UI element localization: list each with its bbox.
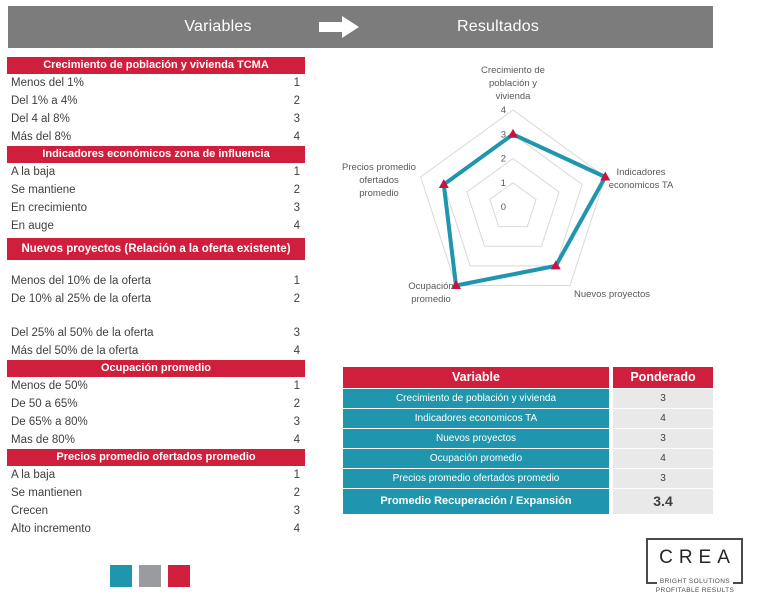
item-label: A la baja <box>11 166 56 178</box>
section-header-ocupacion: Ocupación promedio <box>7 360 305 377</box>
crea-logo-text: CREA <box>659 547 736 568</box>
svg-text:vivienda: vivienda <box>495 91 531 102</box>
svg-text:población y: población y <box>488 78 538 89</box>
svg-text:3: 3 <box>500 129 506 141</box>
column-header-variable: Variable <box>343 367 609 388</box>
item-value: 4 <box>293 220 300 232</box>
item-label: Del 4 al 8% <box>11 113 70 125</box>
item-label: A la baja <box>11 469 56 481</box>
item-value: 1 <box>293 166 300 178</box>
table-row <box>343 449 713 468</box>
list-item <box>7 290 305 308</box>
list-item <box>7 110 305 128</box>
section-header-crecimiento: Crecimiento de población y vivienda TCMA <box>7 57 305 74</box>
list-item <box>7 395 305 413</box>
item-label: Se mantiene <box>11 184 76 196</box>
item-label: Se mantienen <box>11 487 82 499</box>
svg-text:1: 1 <box>500 177 506 189</box>
tagline-line1: BRIGHT SOLUTIONS <box>657 578 733 585</box>
cell-variable: Crecimiento de población y vivienda <box>343 389 609 408</box>
cell-value: 3 <box>613 429 713 448</box>
list-item <box>7 520 305 538</box>
variables-panel <box>7 57 305 538</box>
list-item <box>7 413 305 431</box>
svg-text:Ocupación: Ocupación <box>408 281 454 292</box>
item-value: 4 <box>293 523 300 535</box>
header-bar <box>8 6 713 48</box>
item-value: 3 <box>293 505 300 517</box>
table-total-row <box>343 489 713 514</box>
item-label: De 50 a 65% <box>11 398 78 410</box>
section-header-nuevos-proyectos: Nuevos proyectos (Relación a la oferta existente) <box>7 238 305 260</box>
cell-variable: Nuevos proyectos <box>343 429 609 448</box>
svg-text:promedio: promedio <box>411 294 451 305</box>
item-label: Mas de 80% <box>11 434 75 446</box>
list-item <box>7 163 305 181</box>
item-label: Más del 50% de la oferta <box>11 345 139 357</box>
right-arrow-icon <box>311 14 365 40</box>
cell-variable: Ocupación promedio <box>343 449 609 468</box>
list-item <box>7 92 305 110</box>
item-label: Del 1% a 4% <box>11 95 78 107</box>
item-label: Más del 8% <box>11 131 72 143</box>
item-label: Menos de 50% <box>11 380 88 392</box>
header-variables-label: Variables <box>184 18 252 35</box>
list-item <box>7 217 305 235</box>
cell-value: 4 <box>613 409 713 428</box>
item-label: Alto incremento <box>11 523 91 535</box>
cell-variable: Precios promedio ofertados promedio <box>343 469 609 488</box>
cell-value: 3 <box>613 389 713 408</box>
svg-text:Nuevos proyectos: Nuevos proyectos <box>573 289 651 300</box>
total-value: 3.4 <box>613 489 713 514</box>
item-value: 4 <box>293 345 300 357</box>
item-value: 3 <box>293 416 300 428</box>
column-header-ponderado: Ponderado <box>613 367 713 388</box>
radar-chart <box>335 58 755 308</box>
color-legend <box>110 565 190 587</box>
cell-value: 4 <box>613 449 713 468</box>
item-value: 2 <box>293 487 300 499</box>
radar-chart-container <box>335 58 755 308</box>
list-item <box>7 199 305 217</box>
list-item <box>7 128 305 146</box>
tagline-line2: PROFITABLE RESULTS <box>653 587 737 594</box>
item-value: 1 <box>293 275 300 287</box>
section-header-indicadores: Indicadores económicos zona de influencia <box>7 146 305 163</box>
item-value: 1 <box>293 77 300 89</box>
item-value: 3 <box>293 202 300 214</box>
list-item <box>7 74 305 92</box>
item-label: Menos del 10% de la oferta <box>11 275 152 287</box>
svg-text:4: 4 <box>500 105 506 116</box>
list-item <box>7 431 305 449</box>
item-value: 2 <box>293 95 300 107</box>
svg-text:Precios promedio: Precios promedio <box>342 162 416 173</box>
list-item <box>7 181 305 199</box>
item-label: Del 25% al 50% de la oferta <box>11 327 154 339</box>
svg-text:economicos TA: economicos TA <box>608 180 674 191</box>
svg-text:promedio: promedio <box>359 188 399 199</box>
item-label: Menos del 1% <box>11 77 84 89</box>
item-value: 1 <box>293 380 300 392</box>
table-header-row <box>343 367 713 388</box>
item-label: Crecen <box>11 505 49 517</box>
item-label: En auge <box>11 220 54 232</box>
table-row <box>343 409 713 428</box>
total-label: Promedio Recuperación / Expansión <box>343 489 609 514</box>
list-item <box>7 377 305 395</box>
table-row <box>343 389 713 408</box>
item-label: En crecimiento <box>11 202 88 214</box>
item-value: 1 <box>293 469 300 481</box>
item-value: 3 <box>293 113 300 125</box>
item-value: 4 <box>293 434 300 446</box>
svg-text:Crecimiento de: Crecimiento de <box>481 65 545 76</box>
table-row <box>343 429 713 448</box>
gray-swatch <box>139 565 161 587</box>
item-value: 2 <box>293 184 300 196</box>
list-item <box>7 502 305 520</box>
list-item <box>7 272 305 290</box>
item-value: 2 <box>293 398 300 410</box>
teal-swatch <box>110 565 132 587</box>
list-item <box>7 342 305 360</box>
svg-text:2: 2 <box>500 153 506 165</box>
svg-text:ofertados: ofertados <box>359 175 399 186</box>
svg-text:Indicadores: Indicadores <box>616 167 666 178</box>
table-row <box>343 469 713 488</box>
crea-logo-tagline <box>634 578 756 595</box>
list-item <box>7 484 305 502</box>
list-item <box>7 466 305 484</box>
cell-value: 3 <box>613 469 713 488</box>
section-header-precios: Precios promedio ofertados promedio <box>7 449 305 466</box>
list-item <box>7 324 305 342</box>
item-label: De 10% al 25% de la oferta <box>11 293 152 305</box>
svg-text:0: 0 <box>500 202 506 213</box>
red-swatch <box>168 565 190 587</box>
cell-variable: Indicadores economicos TA <box>343 409 609 428</box>
item-value: 3 <box>293 327 300 339</box>
item-value: 2 <box>293 293 300 305</box>
row-spacer <box>7 308 305 324</box>
item-label: De 65% a 80% <box>11 416 88 428</box>
header-resultados-label: Resultados <box>456 18 540 35</box>
results-table <box>343 367 713 514</box>
item-value: 4 <box>293 131 300 143</box>
